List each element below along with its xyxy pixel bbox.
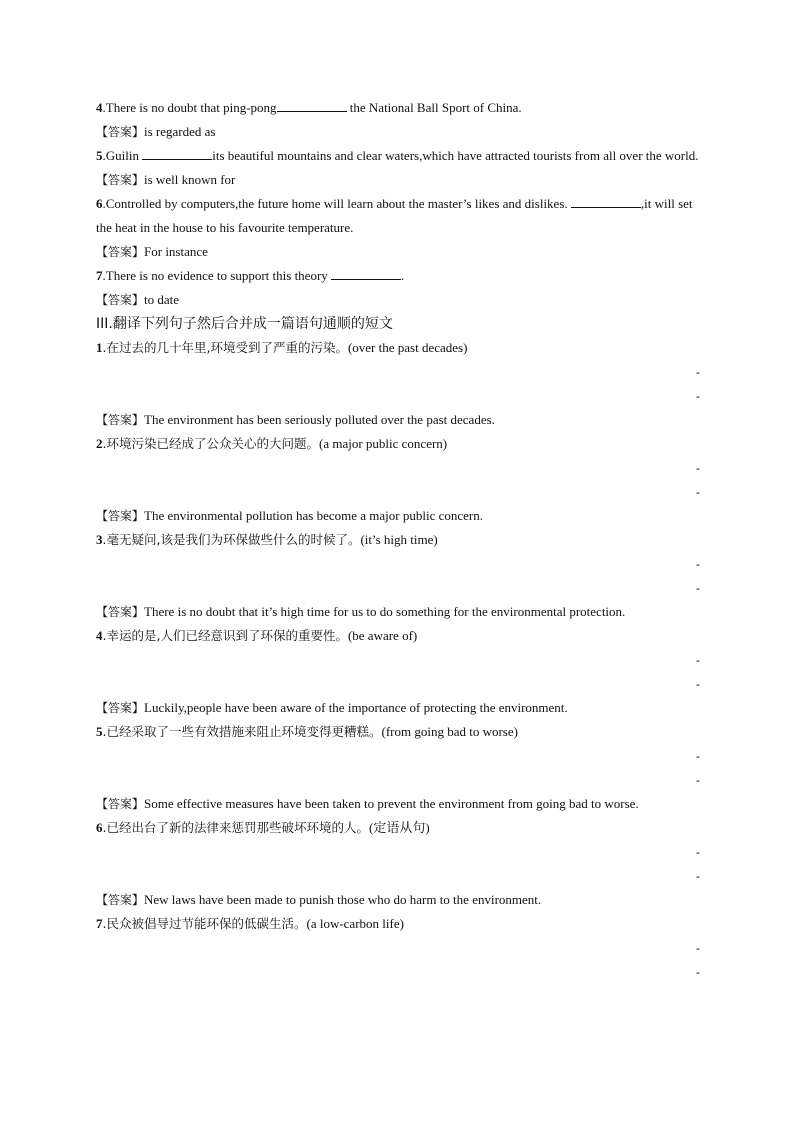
question-6 <box>96 192 700 240</box>
answer-text: The environmental pollution has become a major public concern. <box>144 508 483 523</box>
dash-mark: - <box>696 773 700 787</box>
answer-text: to date <box>144 292 180 307</box>
answer-text: Luckily,people have been aware of the importance of protecting the environment. <box>144 700 568 715</box>
answer-space <box>96 936 700 960</box>
question-text-after: ,it will set the heat in the house to his favourite temperature. <box>96 196 693 235</box>
question-number: 6 <box>96 820 103 835</box>
dash-mark: - <box>696 941 700 955</box>
hint-text: (it’s high time) <box>360 532 438 547</box>
question-number: 5 <box>96 148 103 163</box>
question-number: 4 <box>96 100 103 115</box>
answer-text: is well known for <box>144 172 236 187</box>
answer-space <box>96 648 700 672</box>
dash-mark: - <box>696 749 700 763</box>
answer-blank <box>277 97 347 112</box>
translation-question-4 <box>96 624 700 648</box>
chinese-sentence: .在过去的几十年里,环境受到了严重的污染。 <box>102 340 348 355</box>
chinese-sentence: .已经出台了新的法律来惩罚那些破坏环境的人。 <box>102 820 369 835</box>
answer-text: The environment has been seriously polluted over the past decades. <box>144 412 495 427</box>
answer-space <box>96 840 700 864</box>
translation-question-6 <box>96 816 700 840</box>
dash-mark: - <box>696 677 700 691</box>
question-5 <box>96 144 700 168</box>
question-number: 2 <box>96 436 103 451</box>
chinese-sentence: .已经采取了一些有效措施来阻止环境变得更糟糕。 <box>102 724 382 739</box>
question-text-before: .There is no doubt that ping-pong <box>102 100 277 115</box>
answer-row <box>96 408 700 432</box>
answer-label: 【答案】 <box>96 293 145 307</box>
hint-text: (over the past decades) <box>347 340 468 355</box>
hint-text: (a low-carbon life) <box>306 916 404 931</box>
answer-row <box>96 504 700 528</box>
answer-row <box>96 240 700 264</box>
question-text-after: the National Ball Sport of China. <box>346 100 522 115</box>
dash-mark: - <box>696 965 700 979</box>
question-number: 7 <box>96 916 103 931</box>
answer-row <box>96 168 700 192</box>
answer-label: 【答案】 <box>96 125 145 139</box>
chinese-sentence: .幸运的是,人们已经意识到了环保的重要性。 <box>102 628 348 643</box>
answer-row <box>96 288 700 312</box>
dash-mark: - <box>696 485 700 499</box>
section-title: III.翻译下列句子然后合并成一篇语句通顺的短文 <box>96 316 393 332</box>
translation-question-3 <box>96 528 700 552</box>
answer-text: Some effective measures have been taken to prevent the environment from going bad to worse. <box>144 796 639 811</box>
answer-text: is regarded as <box>144 124 216 139</box>
answer-blank <box>331 265 401 280</box>
answer-label: 【答案】 <box>96 893 145 907</box>
dash-mark: - <box>696 845 700 859</box>
question-number: 3 <box>96 532 103 547</box>
answer-text: For instance <box>144 244 208 259</box>
answer-space <box>96 576 700 600</box>
question-number: 4 <box>96 628 103 643</box>
question-text-before: .There is no evidence to support this theory <box>102 268 332 283</box>
answer-space <box>96 864 700 888</box>
answer-text: There is no doubt that it’s high time for us to do something for the environmental protection. <box>144 604 626 619</box>
answer-label: 【答案】 <box>96 245 145 259</box>
question-text-before: .Guilin <box>102 148 143 163</box>
answer-space <box>96 480 700 504</box>
dash-mark: - <box>696 365 700 379</box>
translation-question-1 <box>96 336 700 360</box>
answer-row <box>96 888 700 912</box>
dash-mark: - <box>696 389 700 403</box>
answer-label: 【答案】 <box>96 701 145 715</box>
dash-mark: - <box>696 653 700 667</box>
answer-row <box>96 600 700 624</box>
answer-space <box>96 360 700 384</box>
answer-label: 【答案】 <box>96 797 145 811</box>
question-text-after: its beautiful mountains and clear waters,which have attracted tourists from all over the world. <box>212 148 699 163</box>
answer-text: New laws have been made to punish those who do harm to the environment. <box>144 892 542 907</box>
translation-question-5 <box>96 720 700 744</box>
question-text-before: .Controlled by computers,the future home will learn about the master’s likes and dislikes. <box>102 196 571 211</box>
answer-blank <box>571 193 641 208</box>
question-7 <box>96 264 700 288</box>
hint-text: (be aware of) <box>347 628 418 643</box>
dash-mark: - <box>696 557 700 571</box>
document-page <box>96 96 700 984</box>
answer-label: 【答案】 <box>96 605 145 619</box>
answer-space <box>96 552 700 576</box>
answer-label: 【答案】 <box>96 173 145 187</box>
dash-mark: - <box>696 461 700 475</box>
answer-space <box>96 384 700 408</box>
question-number: 1 <box>96 340 103 355</box>
answer-row <box>96 792 700 816</box>
answer-blank <box>142 145 212 160</box>
chinese-sentence: .民众被倡导过节能环保的低碳生活。 <box>102 916 307 931</box>
question-4 <box>96 96 700 120</box>
answer-label: 【答案】 <box>96 413 145 427</box>
dash-mark: - <box>696 869 700 883</box>
hint-text: (定语从句) <box>368 820 430 835</box>
answer-space <box>96 960 700 984</box>
question-number: 7 <box>96 268 103 283</box>
chinese-sentence: .毫无疑问,该是我们为环保做些什么的时候了。 <box>102 532 361 547</box>
translation-question-2 <box>96 432 700 456</box>
answer-space <box>96 672 700 696</box>
answer-space <box>96 744 700 768</box>
question-text-after: . <box>401 268 405 283</box>
answer-label: 【答案】 <box>96 509 145 523</box>
answer-row <box>96 120 700 144</box>
question-number: 5 <box>96 724 103 739</box>
question-number: 6 <box>96 196 103 211</box>
hint-text: (a major public concern) <box>318 436 448 451</box>
translation-question-7 <box>96 912 700 936</box>
hint-text: (from going bad to worse) <box>381 724 518 739</box>
chinese-sentence: .环境污染已经成了公众关心的大问题。 <box>102 436 319 451</box>
answer-row <box>96 696 700 720</box>
answer-space <box>96 768 700 792</box>
dash-mark: - <box>696 581 700 595</box>
answer-space <box>96 456 700 480</box>
